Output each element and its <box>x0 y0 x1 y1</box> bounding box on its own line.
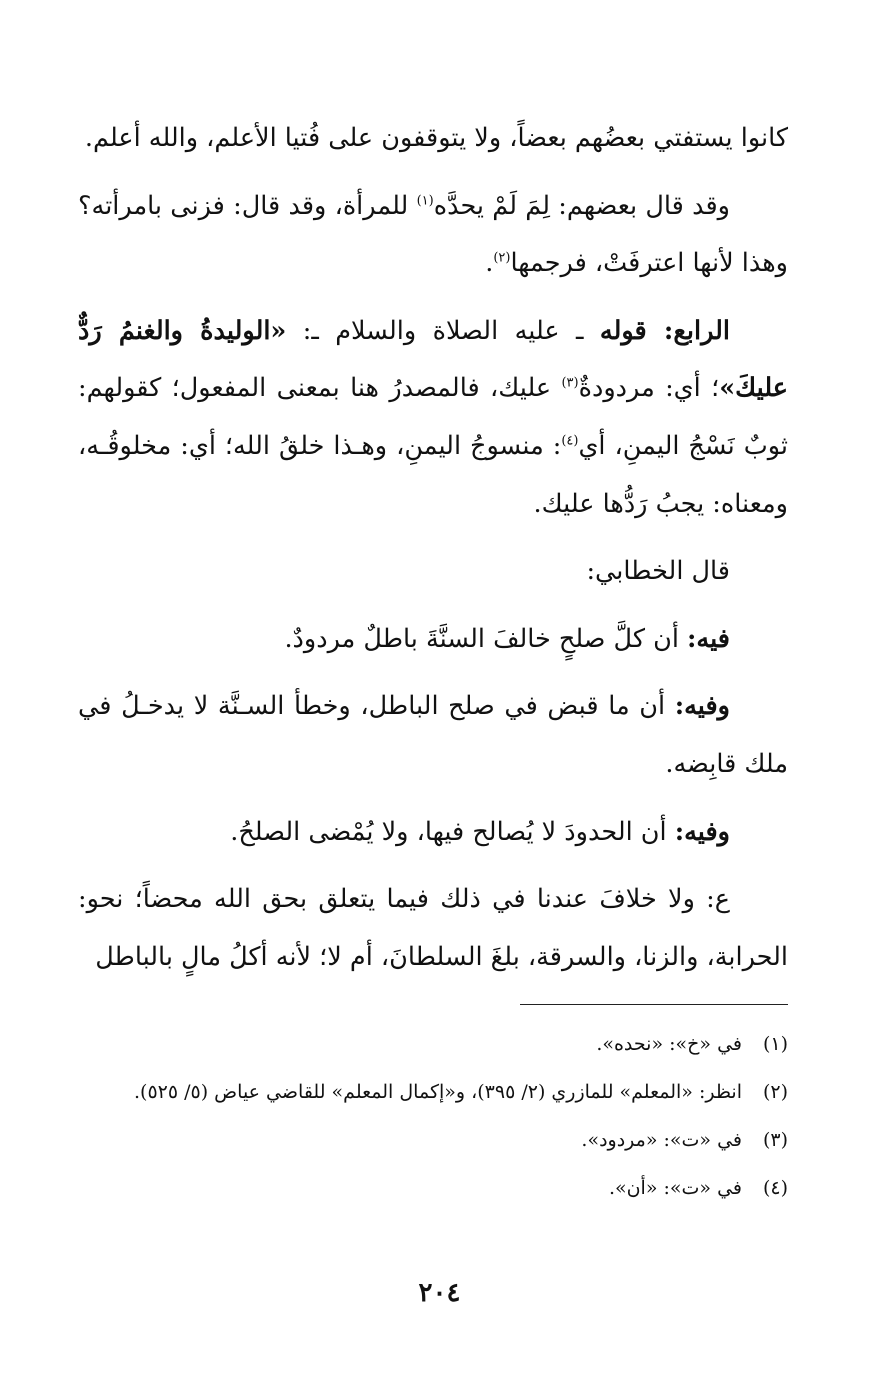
footnote-2 <box>78 1068 788 1116</box>
footnote-text: في «ت»: «مردود». <box>581 1129 742 1151</box>
footnote-1 <box>78 1020 788 1068</box>
footnote-number: (٢) <box>762 1081 788 1103</box>
page-body <box>78 110 788 996</box>
footnote-ref-4: (٤) <box>561 433 579 449</box>
paragraph-3 <box>78 303 788 533</box>
footnote-ref-1: (١) <box>416 193 434 209</box>
paragraph-5-text: أن كلَّ صلحٍ خالفَ السنَّةَ باطلٌ مردودٌ. <box>284 623 688 654</box>
footnote-number: (٣) <box>762 1129 788 1151</box>
paragraph-8-text: ع: ولا خلافَ عندنا في ذلك فيما يتعلق بحق الله محضاً؛ نحو: الحرابة، والزنا، والسرقة، بلغَ السلطانَ، أم لا؛ لأنه أكلُ مالٍ بالباطل <box>78 884 788 972</box>
paragraph-1-text: كانوا يستفتي بعضُهم بعضاً، ولا يتوقفون على فُتيا الأعلم، والله أعلم. <box>84 123 788 153</box>
paragraph-3-lead: الرابع: قوله <box>599 315 730 346</box>
footnote-number: (٤) <box>762 1177 788 1199</box>
paragraph-8 <box>78 871 788 986</box>
paragraph-3-text-b: ؛ أي: مردودةٌ <box>578 373 720 404</box>
paragraph-6 <box>78 678 788 793</box>
paragraph-2-text-c: . <box>485 248 494 279</box>
main-text <box>78 110 788 986</box>
paragraph-5-lead: فيه: <box>687 623 730 654</box>
paragraph-1 <box>78 110 788 168</box>
footnote-ref-3: (٣) <box>561 375 579 391</box>
footnote-text: انظر: «المعلم» للمازري (٢/ ٣٩٥)، و«إكمال المعلم» للقاضي عياض (٥/ ٥٢٥). <box>133 1081 742 1103</box>
footnote-4 <box>78 1164 788 1212</box>
paragraph-5 <box>78 611 788 669</box>
paragraph-7 <box>78 804 788 862</box>
paragraph-2 <box>78 178 788 293</box>
paragraph-4 <box>78 543 788 601</box>
footnotes <box>78 1020 788 1212</box>
footnote-ref-2: (٢) <box>493 250 511 266</box>
paragraph-2-text-a: وقد قال بعضهم: لِمَ لَمْ يحدَّه <box>433 190 730 221</box>
paragraph-6-text: أن ما قبض في صلح الباطل، وخطأ السـنَّة لا يدخـلُ في ملك قابِضه. <box>78 691 788 779</box>
footnote-text: في «ت»: «أن». <box>608 1177 742 1199</box>
paragraph-6-lead: وفيه: <box>674 691 730 722</box>
footnote-text: في «خ»: «نحده». <box>596 1033 742 1055</box>
hadith-quote: «الوليدةُ والغنمُ رَدٌّ عليكَ» <box>78 315 788 404</box>
page-number: ٢٠٤ <box>418 1278 461 1308</box>
paragraph-4-text: قال الخطابي: <box>586 556 730 587</box>
footnote-number: (١) <box>762 1033 788 1055</box>
paragraph-3-text-d: : منسوجُ اليمنِ، وهـذا خلقُ الله؛ أي: مخلوقُـه، ومعناه: يجبُ رَدُّها عليك. <box>78 430 788 519</box>
paragraph-3-text-c: عليك، فالمصدرُ هنا بمعنى المفعول؛ كقولهم: ثوبٌ نَسْجُ اليمنِ، أي <box>78 373 788 461</box>
paragraph-7-lead: وفيه: <box>674 816 730 847</box>
paragraph-3-text-a: ـ عليه الصلاة والسلام ـ: <box>286 315 600 346</box>
paragraph-7-text: أن الحدودَ لا يُصالح فيها، ولا يُمْضى الصلحُ. <box>230 816 675 847</box>
footnote-3 <box>78 1116 788 1164</box>
footnote-divider <box>520 1004 788 1005</box>
paragraph-2-text-b: للمرأة، وقد قال: فزنى بامرأته؟ وهذا لأنها اعترفَتْ، فرجمها <box>78 190 788 279</box>
